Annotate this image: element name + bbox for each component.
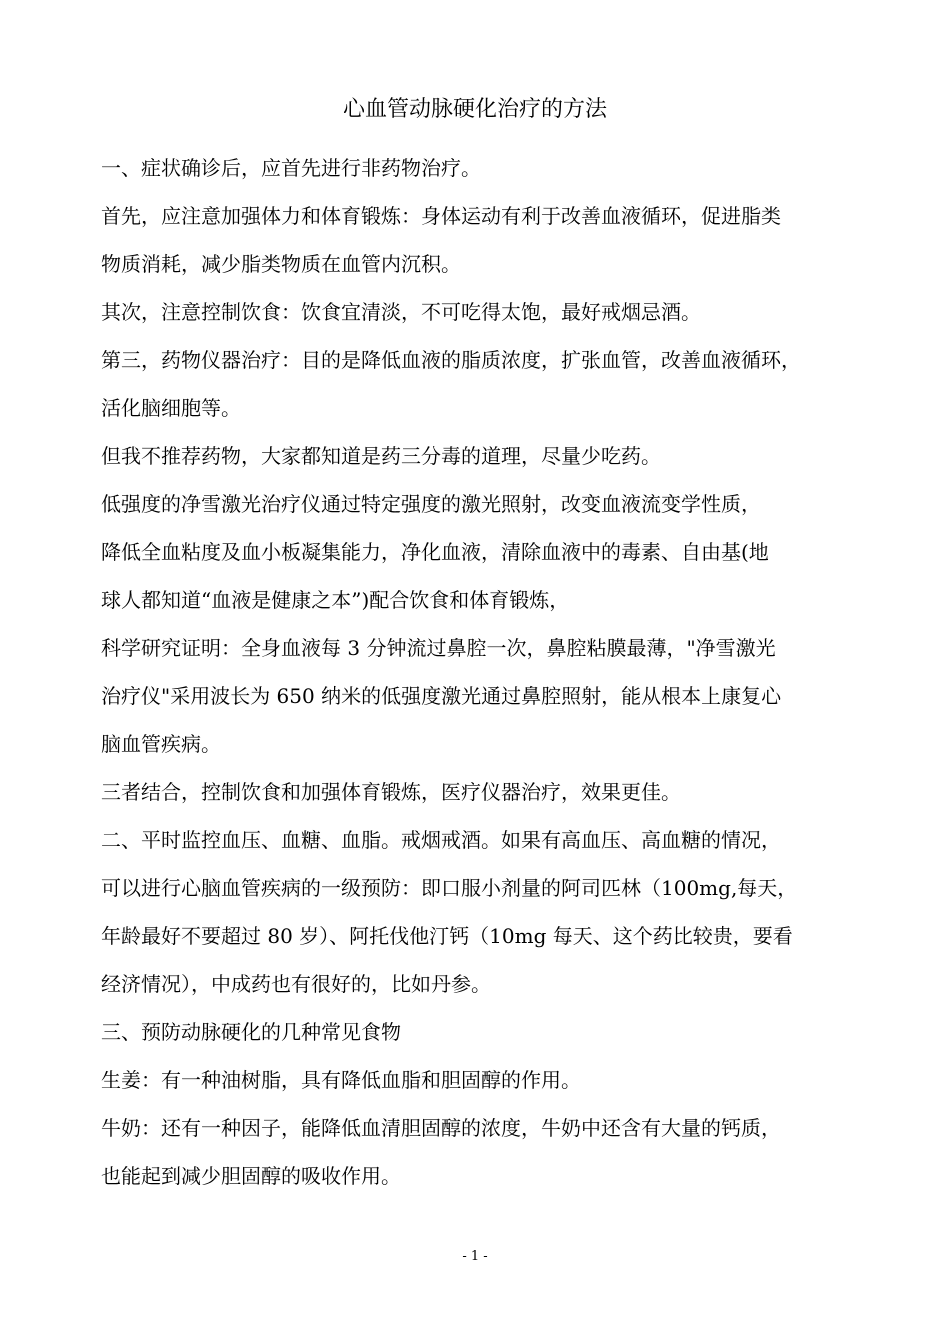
paragraph: [101, 336, 853, 432]
paragraph-line: 物质消耗，减少脂类物质在血管内沉积。: [101, 252, 461, 276]
paragraph-line: 活化脑细胞等。: [101, 396, 241, 420]
paragraph-line: 低强度的净雪激光治疗仪通过特定强度的激光照射，改变血液流变学性质，: [101, 492, 761, 516]
paragraph: [101, 1104, 853, 1200]
paragraph-line: 但我不推荐药物，大家都知道是药三分毒的道理，尽量少吃药。: [101, 444, 661, 468]
document-body: [101, 144, 853, 1200]
paragraph-line: 球人都知道“血液是健康之本”)配合饮食和体育锻炼，: [101, 588, 570, 612]
paragraph-line: 三、预防动脉硬化的几种常见食物: [101, 1020, 401, 1044]
paragraph-line: 脑血管疾病。: [101, 732, 221, 756]
paragraph: [101, 480, 853, 624]
paragraph: [101, 768, 853, 816]
paragraph-line: 牛奶：还有一种因子，能降低血清胆固醇的浓度，牛奶中还含有大量的钙质，: [101, 1116, 781, 1140]
paragraph: [101, 432, 853, 480]
paragraph-line: 年龄最好不要超过 80 岁）、阿托伐他汀钙（10mg 每天、这个药比较贵，要看: [101, 924, 793, 948]
paragraph-line: 一、症状确诊后，应首先进行非药物治疗。: [101, 156, 481, 180]
paragraph-line: 也能起到减少胆固醇的吸收作用。: [101, 1164, 401, 1188]
paragraph-line: 经济情况），中成药也有很好的，比如丹参。: [101, 972, 491, 996]
paragraph: [101, 1056, 853, 1104]
paragraph: [101, 1008, 853, 1056]
paragraph-line: 可以进行心脑血管疾病的一级预防：即口服小剂量的阿司匹林（100mg,每天，: [101, 876, 798, 900]
paragraph-line: 二、平时监控血压、血糖、血脂。戒烟戒酒。如果有高血压、高血糖的情况，: [101, 828, 781, 852]
document-title: 心血管动脉硬化治疗的方法: [342, 97, 607, 122]
paragraph: [101, 624, 853, 768]
paragraph-line: 治疗仪"采用波长为 650 纳米的低强度激光通过鼻腔照射，能从根本上康复心: [101, 684, 782, 708]
paragraph-line: 其次，注意控制饮食：饮食宜清淡，不可吃得太饱，最好戒烟忌酒。: [101, 300, 701, 324]
paragraph-line: 生姜：有一种油树脂，具有降低血脂和胆固醇的作用。: [101, 1068, 581, 1092]
paragraph-line: 三者结合，控制饮食和加强体育锻炼，医疗仪器治疗，效果更佳。: [101, 780, 681, 804]
paragraph-line: 降低全血粘度及血小板凝集能力，净化血液，清除血液中的毒素、自由基(地: [101, 540, 769, 564]
paragraph: [101, 144, 853, 192]
paragraph-line: 第三，药物仪器治疗：目的是降低血液的脂质浓度，扩张血管，改善血液循环，: [101, 348, 801, 372]
page-number: - 1 -: [462, 1249, 488, 1264]
paragraph-line: 首先，应注意加强体力和体育锻炼：身体运动有利于改善血液循环，促进脂类: [101, 204, 781, 228]
paragraph: [101, 816, 853, 1008]
paragraph: [101, 192, 853, 288]
paragraph-line: 科学研究证明：全身血液每 3 分钟流过鼻腔一次，鼻腔粘膜最薄，"净雪激光: [101, 636, 776, 660]
paragraph: [101, 288, 853, 336]
